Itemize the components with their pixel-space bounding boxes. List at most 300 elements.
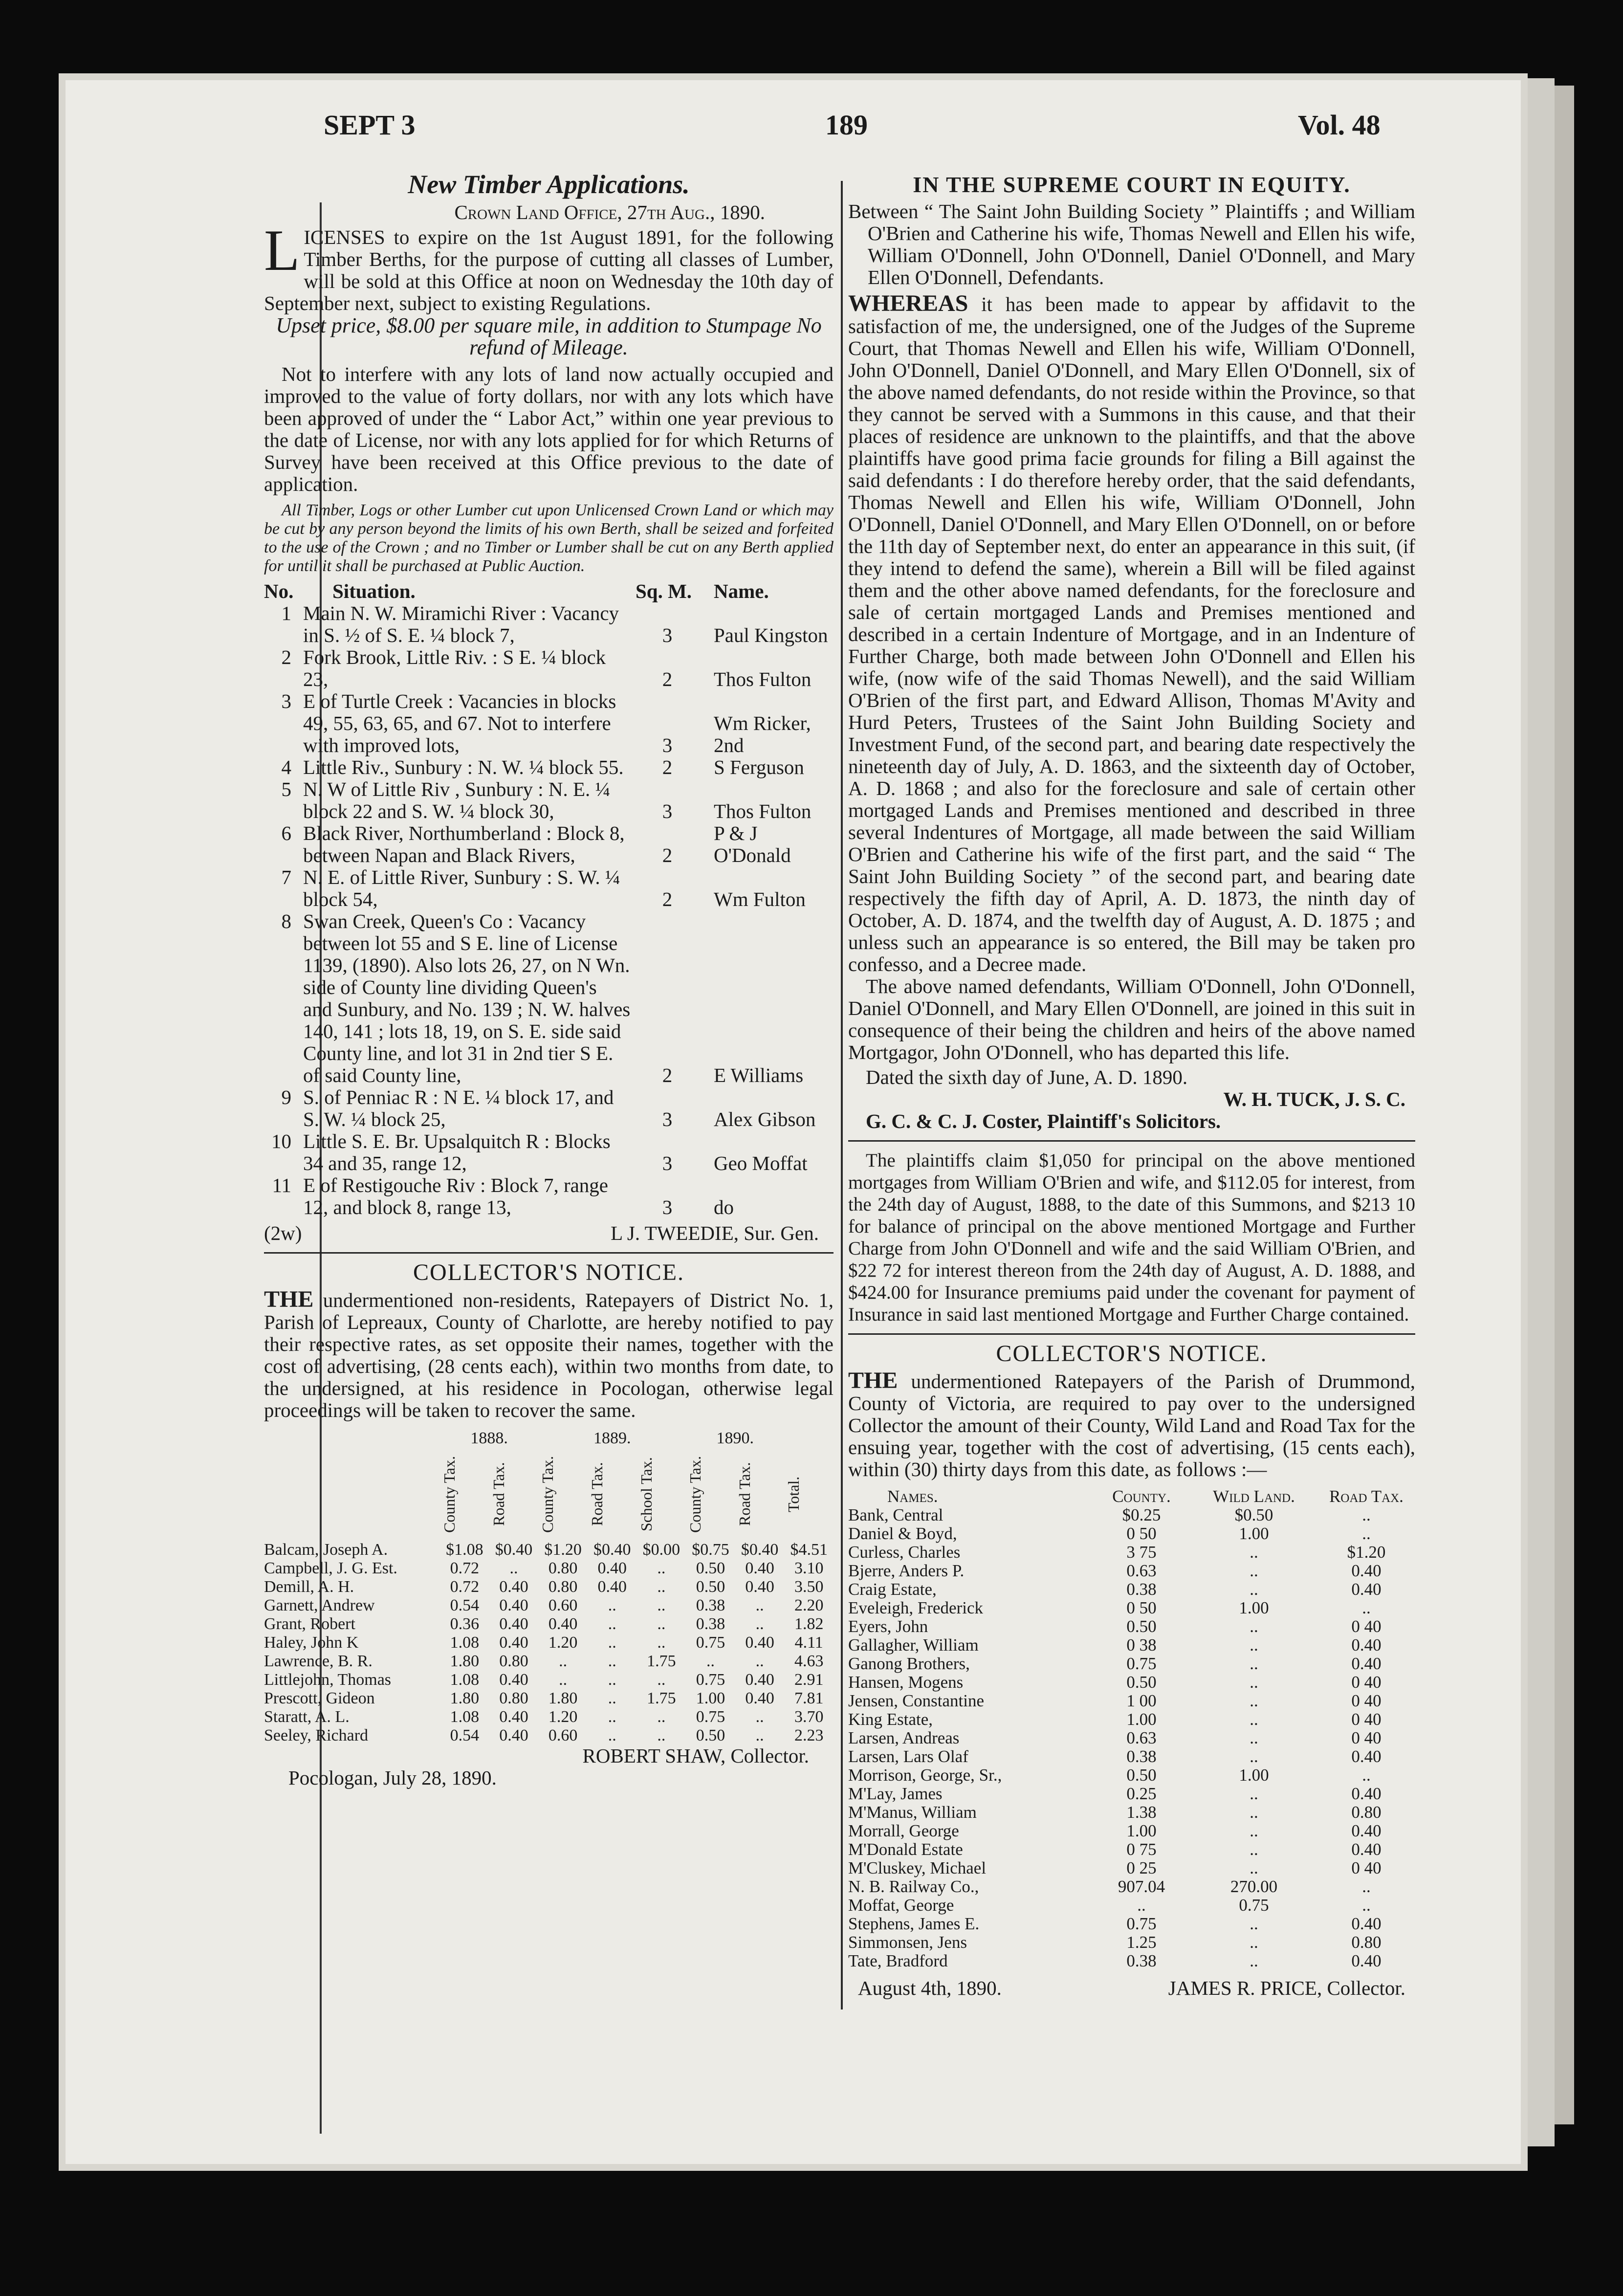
tax-value: .. [657,1634,666,1652]
ratepayer-value: 0.75 [1126,1914,1157,1933]
tax-table [264,1429,833,1745]
upset-price: Upset price, $8.00 per square mile, in addition to Stumpage No refund of Mileage. [276,313,822,359]
ratepayer-value: 0.40 [1351,1821,1382,1840]
tax-row [264,1652,833,1671]
ratepayer-name: M'Manus, William [848,1803,977,1822]
tax-value: 1.08 [450,1634,480,1652]
ratepayer-value: 0 40 [1351,1617,1382,1636]
timber-para3: All Timber, Logs or other Lumber cut upon Unlicensed Crown Land or which may be cut by any person beyond the limits of his own Berth, shall be seized and forfeited to the use of the Crown ; and no Timber or Lumber shall be cut on any Berth applied for until it shall be purchased at Public Auction. [264,501,833,575]
ratepayer-row [848,1896,1415,1915]
ratepayer-row [848,1710,1415,1729]
ratepayer-row [848,1599,1415,1617]
divider [264,1252,833,1254]
timber-row [264,910,833,1086]
tax-value: 3.50 [794,1578,824,1596]
tax-value: 0.40 [499,1615,528,1633]
tax-value: 1.20 [548,1634,578,1652]
ratepayer-name: Curless, Charles [848,1543,961,1562]
tax-value: 0.40 [499,1578,528,1596]
ratepayer-row [848,1859,1415,1877]
ratepayer-value: .. [1250,1654,1258,1673]
tax-value: 1.08 [450,1671,480,1689]
tax-value: 0.40 [745,1671,774,1689]
notice1-signature: ROBERT SHAW, Collector. [582,1744,809,1767]
year-1889: 1889. [593,1429,631,1447]
tax-value: 1.80 [450,1689,480,1707]
tax-value: .. [509,1559,518,1577]
court-body2: The above named defendants, William O'Donnell, John O'Donnell, Daniel O'Donnell, and Mary Ellen O'Donnell, are joined in this suit in consequence of their being the children and heirs of the above named Mortgagor, John O'Donnell, who has departed this life. [848,975,1415,1063]
ratepayer-value: 0.40 [1351,1784,1382,1803]
row-name: Thos Fulton [714,800,812,822]
row-sqm: 3 [662,1108,673,1130]
ratepayer-value: 0.63 [1126,1561,1157,1580]
ratepayer-row [848,1729,1415,1747]
ratepayer-value: 0 40 [1351,1691,1382,1710]
ratepayer-row [848,1692,1415,1710]
timber-row [264,866,833,910]
notice1-date: Pocologan, July 28, 1890. [288,1766,497,1789]
ratepayer-name: Simmonsen, Jens [848,1933,967,1952]
ratepayer-table [848,1487,1415,1970]
tax-value: 1.20 [548,1708,578,1726]
row-situation: Swan Creek, Queen's Co : Vacancy between lot 55 and S E. line of License 1139, (1890). Also lots 26, 27, on N Wn. side of County line dividing Queen's and Sunbury, and No. 139 ; N. W. halves 140, 141 ; lots 18, 19, on S. E. side said County line, and lot 31 in 2nd tier S E. of said County line, [303,910,631,1086]
ratepayer-row [848,1822,1415,1840]
ratepayer-value: .. [1250,1561,1258,1580]
row-number: 4 [281,756,291,778]
notice2-footer [848,1977,1415,1999]
ratepayer-value: .. [1362,1524,1371,1543]
ratepayer-value: 0.63 [1126,1728,1157,1747]
tax-value: .. [755,1615,764,1633]
ratepayer-value: $0.25 [1122,1505,1161,1524]
ratepayer-value: .. [1250,1617,1258,1636]
tax-col-header [538,1448,588,1541]
tax-col-label: County Tax. [440,1456,458,1533]
tax-value: $1.08 [446,1541,483,1559]
tax-value: 1.00 [696,1689,725,1707]
tax-col-header [686,1448,735,1541]
tax-value: .. [608,1596,616,1614]
tax-value: .. [755,1596,764,1614]
row-number: 9 [281,1086,291,1108]
ratepayer-row [848,1803,1415,1822]
timber-row [264,602,833,646]
row-situation: Fork Brook, Little Riv. : S E. ¼ block 23, [303,646,606,690]
court-lead: WHEREAS [848,290,968,316]
tax-value: 0.75 [696,1671,725,1689]
ratepayer-value: $1.20 [1347,1543,1386,1562]
court-between: Between “ The Saint John Building Society ” Plaintiffs ; and William O'Brien and Catherine his wife, Thomas Newell and Ellen his wife, William O'Donnell, John O'Donnell, Daniel O'Donnell, and Mary Ellen O'Donnell, Defendants. [848,200,1415,288]
ratepayer-value: 0.40 [1351,1635,1382,1655]
ratepayer-value: 0 40 [1351,1673,1382,1692]
ratepayer-value: .. [1250,1635,1258,1655]
ratepayer-row [848,1766,1415,1785]
col-road-tax: Road Tax. [1329,1487,1404,1506]
tax-row [264,1689,833,1708]
row-name: Alex Gibson [714,1108,816,1130]
year-1890: 1890. [716,1429,754,1447]
page-edge-back [1555,86,1574,2124]
tax-col-label: Road Tax. [588,1462,606,1526]
tax-value: 0.38 [696,1596,725,1614]
ratepayer-value: 270.00 [1230,1877,1278,1896]
ratepayer-value: 0.40 [1351,1561,1382,1580]
tax-value: .. [657,1671,666,1689]
ratepayer-row [848,1915,1415,1933]
ratepayer-name: Morrison, George, Sr., [848,1766,1002,1785]
ratepayer-row [848,1673,1415,1692]
tax-value: 0.40 [597,1559,627,1577]
ratepayer-value: .. [1250,1580,1258,1599]
right-column [848,174,1415,1999]
ratepayer-value: 1 00 [1126,1691,1157,1710]
tax-value: 1.75 [647,1689,676,1707]
notice2-title: COLLECTOR'S NOTICE. [996,1341,1268,1367]
ratepayer-name: Daniel & Boyd, [848,1524,957,1543]
tax-value: 4.11 [794,1634,823,1652]
ratepayer-value: .. [1362,1766,1371,1785]
tax-name: Littlejohn, Thomas [264,1671,392,1689]
tax-row [264,1596,833,1615]
row-number: 11 [272,1174,291,1196]
tax-name: Staratt, A. L. [264,1708,350,1726]
tax-value: 1.75 [647,1652,676,1670]
tax-value: .. [755,1652,764,1670]
timber-row [264,822,833,866]
ratepayer-row [848,1840,1415,1859]
ratepayer-value: 0.75 [1126,1654,1157,1673]
tax-value: .. [608,1671,616,1689]
ratepayer-value: 0.75 [1239,1896,1269,1915]
ratepayer-value: 3 75 [1126,1543,1157,1562]
tax-name: Haley, John K [264,1634,359,1652]
ratepayer-row [848,1655,1415,1673]
ratepayer-name: King Estate, [848,1710,933,1729]
tax-col-label: County Tax. [686,1456,704,1533]
tax-value: 3.10 [794,1559,824,1577]
tax-name: Prescott, Gideon [264,1689,375,1707]
ratepayer-value: 1.00 [1239,1524,1269,1543]
ratepayer-name: Larsen, Andreas [848,1728,960,1747]
ratepayer-value: .. [1250,1543,1258,1562]
tax-name: Grant, Robert [264,1615,355,1633]
notice2-body [848,1369,1415,1480]
ratepayer-value: 0.38 [1126,1747,1157,1766]
tax-value: 0.50 [696,1578,725,1596]
row-sqm: 2 [662,844,673,866]
notice2-text: undermentioned Ratepayers of the Parish of Drummond, County of Victoria, are required to pay over to the undersigned Collector the amount of their County, Wild Land and Road Tax for the ensuing year, together with the cost of advertising, (15 cents each), within (30) thirty days from this date, as follows :— [848,1370,1415,1480]
row-name: Paul Kingston [714,624,828,646]
row-number: 3 [281,690,291,712]
ratepayer-name: Morrall, George [848,1821,959,1840]
tax-value: 1.80 [548,1689,578,1707]
tax-value: 0.50 [696,1559,725,1577]
row-number: 10 [271,1130,291,1152]
tax-col-header [440,1448,489,1541]
tax-value: .. [657,1559,666,1577]
timber-row [264,1174,833,1218]
row-situation: Main N. W. Miramichi River : Vacancy in S. ½ of S. E. ¼ block 7, [303,602,619,646]
ratepayer-value: 0 40 [1351,1710,1382,1729]
tax-name: Lawrence, B. R. [264,1652,373,1670]
divider [848,1333,1415,1335]
ratepayer-value: 0 40 [1351,1728,1382,1747]
tax-col-header [784,1448,833,1541]
ratepayer-value: 0.38 [1126,1951,1157,1970]
row-name: Wm Ricker, 2nd [714,712,811,756]
timber-row [264,690,833,756]
ratepayer-name: Moffat, George [848,1896,954,1915]
tax-value: $0.40 [593,1541,631,1559]
notice1-lead: THE [264,1286,314,1312]
tax-col-label: Road Tax. [489,1462,507,1526]
row-sqm: 3 [662,800,673,822]
ratepayer-row [848,1952,1415,1970]
timber-footer-left: (2w) [264,1222,302,1244]
tax-value: .. [755,1708,764,1726]
col-sqm: Sq. M. [636,580,692,602]
timber-table [264,580,833,1218]
tax-value: 0.72 [450,1578,480,1596]
ratepayer-value: .. [1250,1858,1258,1877]
tax-value: $0.75 [692,1541,729,1559]
timber-row [264,646,833,690]
tax-value: 0.40 [499,1726,528,1744]
ratepayer-name: Gallagher, William [848,1635,979,1655]
ratepayer-value: 0.40 [1351,1747,1382,1766]
page-number: 189 [825,109,868,141]
timber-row [264,1130,833,1174]
tax-value: 1.80 [450,1652,480,1670]
tax-value: $0.40 [495,1541,533,1559]
tax-row [264,1559,833,1578]
tax-value: .. [608,1652,616,1670]
ratepayer-value: 0.40 [1351,1951,1382,1970]
timber-row [264,756,833,778]
tax-col-header [735,1448,785,1541]
tax-col-header [588,1448,637,1541]
ratepayer-value: 1.25 [1126,1933,1157,1952]
row-number: 5 [281,778,291,800]
ratepayer-name: Larsen, Lars Olaf [848,1747,968,1766]
row-situation: E of Turtle Creek : Vacancies in blocks 49, 55, 63, 65, and 67. Not to interfere with improved lots, [303,690,616,756]
tax-value: $4.51 [790,1541,828,1559]
ratepayer-value: 0 75 [1126,1840,1157,1859]
ratepayer-value: 0.50 [1126,1673,1157,1692]
tax-col-label: School Tax. [637,1457,655,1531]
ratepayer-name: Bank, Central [848,1505,943,1524]
notice2-date: August 4th, 1890. [858,1977,1002,1999]
office-line: Crown Land Office, 27th Aug., 1890. [454,201,765,223]
ratepayer-value: .. [1250,1840,1258,1859]
ratepayer-row [848,1785,1415,1803]
ratepayer-name: Craig Estate, [848,1580,937,1599]
ratepayer-value: 907.04 [1118,1877,1165,1896]
tax-value: 0.40 [597,1578,627,1596]
ratepayer-value: 0 40 [1351,1858,1382,1877]
court-solicitors: G. C. & C. J. Coster, Plaintiff's Solicitors. [866,1110,1221,1132]
tax-value: .. [657,1578,666,1596]
tax-value: 7.81 [794,1689,824,1707]
tax-row [264,1615,833,1634]
timber-title: New Timber Applications. [408,170,690,199]
row-sqm: 2 [662,888,673,910]
tax-value: .. [559,1671,568,1689]
tax-value: 0.40 [499,1671,528,1689]
tax-value: 0.40 [745,1634,774,1652]
tax-value: 0.36 [450,1615,480,1633]
row-name: Wm Fulton [714,888,806,910]
tax-value: 0.50 [696,1726,725,1744]
ratepayer-name: M'Cluskey, Michael [848,1858,987,1877]
ratepayer-value: 1.00 [1239,1766,1269,1785]
ratepayer-value: .. [1250,1914,1258,1933]
tax-value: 0.60 [548,1596,578,1614]
tax-name: Balcam, Joseph A. [264,1541,388,1559]
tax-value: .. [657,1615,666,1633]
tax-value: .. [657,1726,666,1744]
ratepayer-value: 0.50 [1126,1766,1157,1785]
ratepayer-value: 1.38 [1126,1803,1157,1822]
ratepayer-row [848,1543,1415,1562]
row-name: Thos Fulton [714,668,812,690]
tax-value: 0.80 [499,1652,528,1670]
ratepayer-name: Stephens, James E. [848,1914,980,1933]
tax-value: .. [657,1596,666,1614]
notice2-signature: JAMES R. PRICE, Collector. [1168,1977,1405,1999]
ratepayer-value: .. [1362,1505,1371,1524]
ratepayer-value: .. [1250,1673,1258,1692]
ratepayer-row [848,1580,1415,1599]
tax-row [264,1708,833,1726]
ratepayer-row [848,1617,1415,1636]
row-name: do [714,1196,734,1218]
ratepayer-value: .. [1250,1821,1258,1840]
tax-value: 0.75 [696,1634,725,1652]
tax-col-label: County Tax. [539,1456,557,1533]
ratepayer-row [848,1636,1415,1655]
ratepayer-value: 0.40 [1351,1914,1382,1933]
ratepayer-value: .. [1250,1784,1258,1803]
tax-value: 0.75 [696,1708,725,1726]
row-sqm: 3 [662,1196,673,1218]
ratepayer-value: 0.25 [1126,1784,1157,1803]
col-county: County. [1112,1487,1171,1506]
row-sqm: 3 [662,624,673,646]
tax-row [264,1541,833,1559]
tax-col-header [489,1448,539,1541]
tax-row [264,1671,833,1689]
court-body [848,292,1415,975]
ratepayer-value: 0.40 [1351,1840,1382,1859]
tax-value: 0.40 [499,1634,528,1652]
row-name: S Ferguson [714,756,804,778]
court-judge: W. H. TUCK, J. S. C. [1223,1088,1405,1110]
ratepayer-value: .. [1250,1710,1258,1729]
timber-row [264,1086,833,1130]
tax-value: 2.20 [794,1596,824,1614]
ratepayer-name: Bjerre, Anders P. [848,1561,965,1580]
ratepayer-value: 0.50 [1126,1617,1157,1636]
drop-cap: L [264,218,300,283]
row-situation: N. W of Little Riv , Sunbury : N. E. ¼ block 22 and S. W. ¼ block 30, [303,778,611,822]
row-situation: N. E. of Little River, Sunbury : S. W. ¼ block 54, [303,866,620,910]
tax-value: 2.23 [794,1726,824,1744]
page-edge [1528,78,1555,2146]
court-body-text: it has been made to appear by affidavit to the satisfaction of me, the undersigned, one of the Judges of the Supreme Court, that Thomas Newell and Ellen his wife, William O'Donnell, John O'Donnell, Daniel O'Donnell, and Mary Ellen O'Donnell, six of the above named defendants, do not reside within the Province, so that they cannot be served with a Summons in this cause, and that their places of residence are unknown to the plaintiffs, and that the above plaintiffs have good prima facie grounds for filing a Bill against the said defendants : I do therefore hereby order, that the said defendants, Thomas Newell and Ellen his wife, William O'Donnell, John O'Donnell, Daniel O'Donnell, and Mary Ellen O'Donnell, on or before the 11th day of September next, do enter an appearance in this suit, (if they intend to defend the same), wherein a Bill will be filed against them and the other above named defendants, for the foreclosure and sale of certain mortgaged Lands and Premises mentioned and described in a certain Indenture of Mortgage, and in an Indenture of Further Charge, both made between John O'Donnell and Ellen his wife, (now wife of the said Thomas Newell), and the said William O'Brien of the first part, and Edward Allison, Thomas M'Avity and Hurd Peters, Trustees of the Saint John Building Society and Investment Fund, of the second part, and bearing date respectively the nineteenth day of July, A. D. 1863, and the sixteenth day of October, A. D. 1868 ; and also for the foreclosure and sale of certain other mortgaged Lands and Premises mentioned and described in three several Indentures of Mortgage, all made between the said William O'Brien and Catherine his wife of the first part, and the said “ The Saint John Building Society ” of the second part, and bearing date respectively the fifth day of April, A. D. 1873, the ninth day of October, A. D. 1874, and the twelfth day of August, A. D. 1875 ; and unless such an appearance is so entered, the Bill may be taken pro confesso, and a Decree made. [848,293,1415,975]
tax-value: .. [608,1615,616,1633]
tax-value: $0.40 [741,1541,779,1559]
court-dated: Dated the sixth day of June, A. D. 1890. [866,1066,1188,1088]
volume-label: Vol. 48 [1298,109,1381,141]
ratepayer-value: 0.38 [1126,1580,1157,1599]
ratepayer-row [848,1506,1415,1524]
ratepayer-value: .. [1250,1728,1258,1747]
year-1888: 1888. [470,1429,508,1447]
ratepayer-value: 0 50 [1126,1524,1157,1543]
row-number: 6 [281,822,291,844]
row-situation: Black River, Northumberland : Block 8, between Napan and Black Rivers, [303,822,625,866]
ratepayer-name: N. B. Railway Co., [848,1877,979,1896]
ratepayer-value: 0 38 [1126,1635,1157,1655]
ratepayer-name: Eveleigh, Frederick [848,1598,984,1617]
tax-value: 1.82 [794,1615,824,1633]
row-situation: Little Riv., Sunbury : N. W. ¼ block 55. [303,756,624,778]
ratepayer-value: .. [1362,1877,1371,1896]
tax-value: 0.54 [450,1596,480,1614]
ratepayer-value: 0.40 [1351,1580,1382,1599]
notice1-text: undermentioned non-residents, Ratepayers of District No. 1, Parish of Lepreaux, County of Charlotte, are hereby notified to pay their respective rates, as set opposite their names, together with the cost of advertising, (28 cents each), within two months from date, to the undersigned, at his residence in Pocologan, otherwise legal proceedings will be taken to recover the same. [264,1289,834,1421]
ratepayer-value: 0 25 [1126,1858,1157,1877]
tax-value: $1.20 [544,1541,582,1559]
timber-intro [264,218,833,314]
row-sqm: 3 [662,1152,673,1174]
tax-value: 0.80 [499,1689,528,1707]
ratepayer-value: $0.50 [1234,1505,1273,1524]
timber-signature: L J. TWEEDIE, Sur. Gen. [611,1222,819,1244]
col-situation: Situation. [332,580,416,602]
notice1-body [264,1288,833,1421]
col-wild-land: Wild Land. [1213,1487,1295,1506]
tax-col-label: Road Tax. [735,1462,753,1526]
tax-value: 0.40 [745,1689,774,1707]
tax-value: .. [608,1708,616,1726]
tax-value: .. [608,1634,616,1652]
ratepayer-value: .. [1250,1933,1258,1952]
ratepayer-name: Tate, Bradford [848,1951,948,1970]
tax-name: Demill, A. H. [264,1578,354,1596]
row-situation: Little S. E. Br. Upsalquitch R : Blocks 34 and 35, range 12, [303,1130,611,1174]
row-name: E Williams [714,1064,804,1086]
row-sqm: 2 [662,756,673,778]
ratepayer-row [848,1524,1415,1543]
tax-value: 2.91 [794,1671,824,1689]
tax-value: 0.60 [548,1726,578,1744]
ratepayer-name: M'Donald Estate [848,1840,963,1859]
row-sqm: 2 [662,668,673,690]
tax-value: .. [755,1726,764,1744]
row-situation: E of Restigouche Riv : Block 7, range 12, and block 8, range 13, [303,1174,608,1218]
ratepayer-row [848,1747,1415,1766]
ratepayer-row [848,1562,1415,1580]
tax-value: 0.40 [548,1615,578,1633]
col-name: Name. [714,580,769,602]
row-name: P & J O'Donald [714,822,791,866]
tax-col-header [637,1448,686,1541]
ratepayer-value: .. [1362,1896,1371,1915]
ratepayer-value: .. [1137,1896,1146,1915]
tax-value: 4.63 [794,1652,824,1670]
